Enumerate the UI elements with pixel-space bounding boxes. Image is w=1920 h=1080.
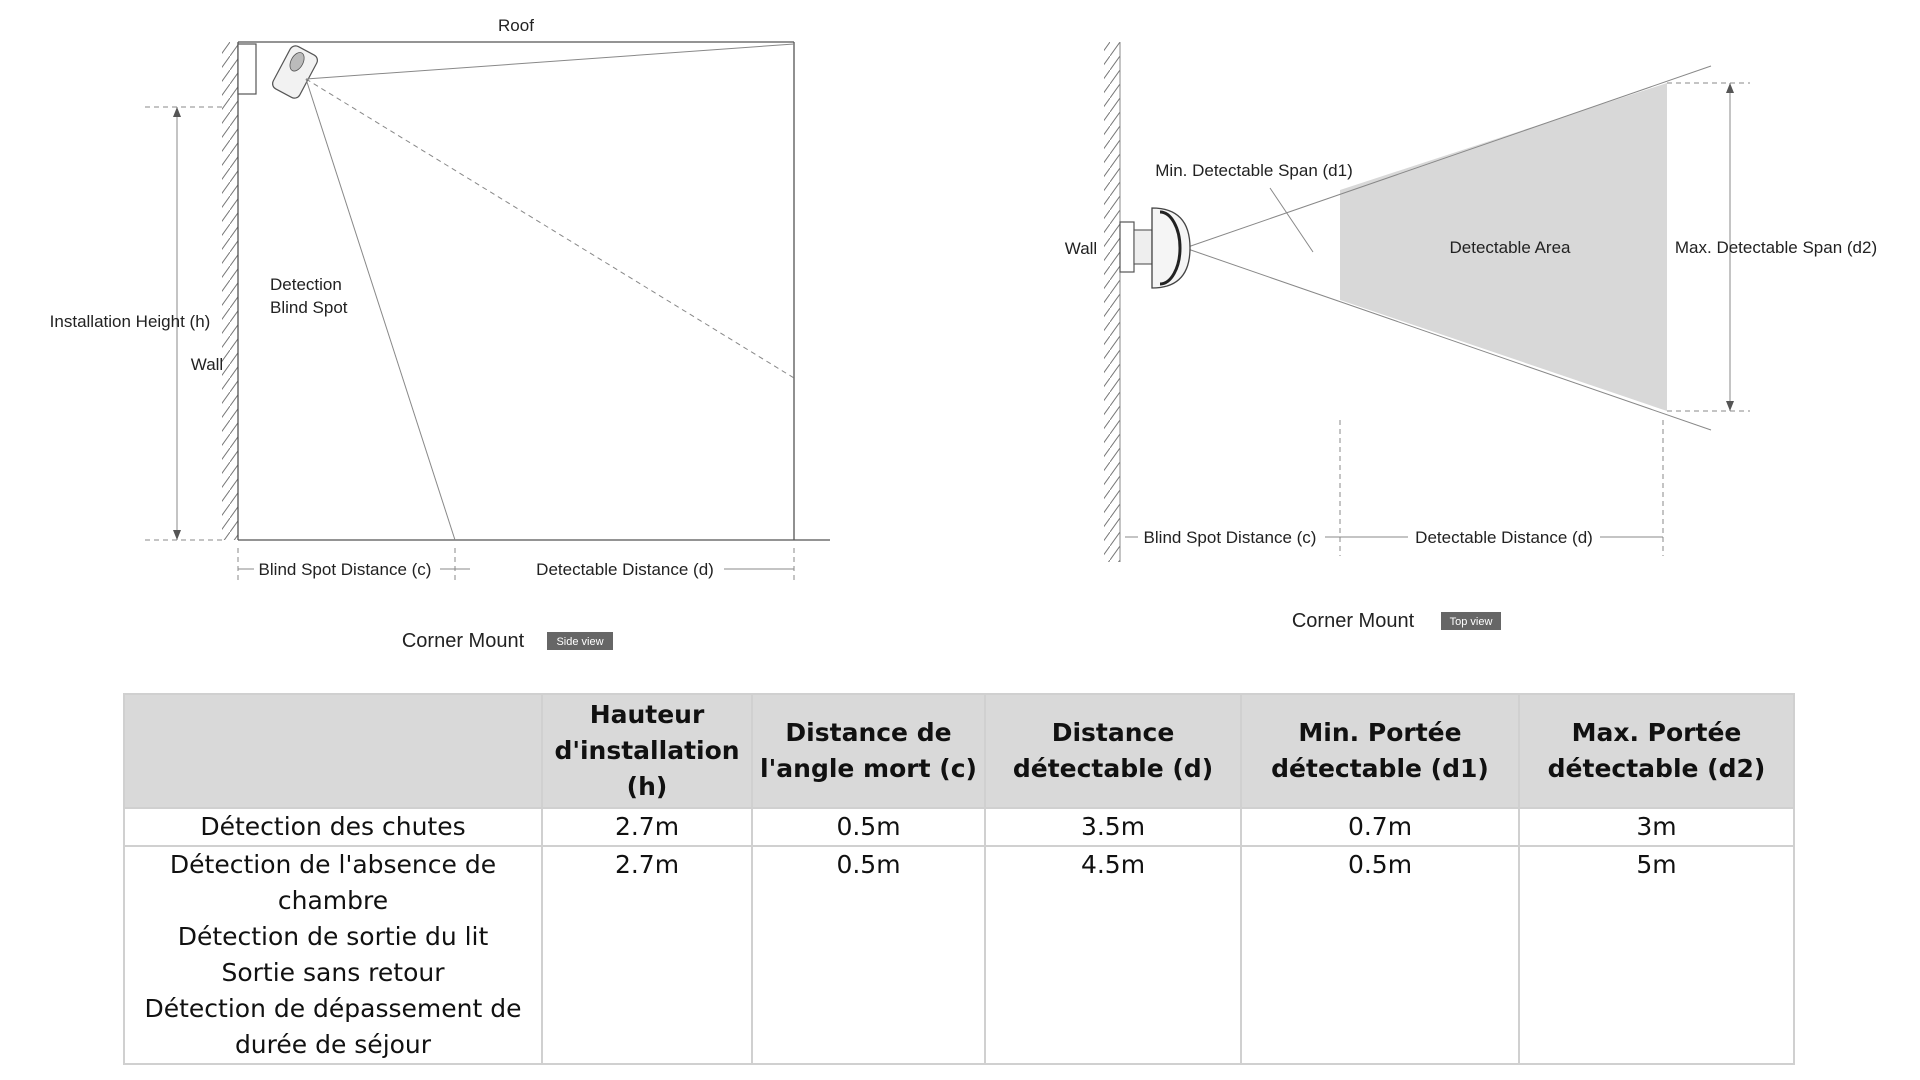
installation-height-label: Installation Height (h) [49, 312, 211, 331]
table-cell: 2.7m [542, 808, 752, 846]
top-view-diagram [1065, 42, 1877, 632]
top-view-badge [1441, 612, 1501, 630]
table-header: Max. Portée détectable (d2) [1519, 694, 1794, 808]
svg-text:Side view: Side view [556, 636, 604, 648]
table-header: Distance de l'angle mort (c) [752, 694, 985, 808]
table-cell: 5m [1519, 846, 1794, 1064]
table-cell: 0.5m [752, 808, 985, 846]
side-view-badge [547, 632, 613, 650]
top-view-caption: Corner Mount [1291, 610, 1415, 632]
sensor-icon [238, 44, 320, 100]
svg-text:Top view: Top view [1449, 616, 1493, 628]
table-cell-feature: Détection des chutes [124, 808, 542, 846]
top-wall-hatch [1104, 42, 1120, 562]
table-cell: 0.5m [752, 846, 985, 1064]
table-cell-feature: Détection de l'absence de chambre Détection de sortie du lit Sortie sans retour Détection de dépassement de durée de séjour [124, 846, 542, 1064]
top-wall-label: Wall [1064, 239, 1098, 258]
blind-spot-label-line1: Detection [270, 275, 342, 294]
spec-table [123, 693, 1795, 1065]
top-blind-spot-distance-label: Blind Spot Distance (c) [1143, 528, 1317, 547]
blind-spot-label-line2: Blind Spot [270, 298, 348, 317]
table-cell: 3m [1519, 808, 1794, 846]
table-cell: 4.5m [985, 846, 1241, 1064]
table-cell: 3.5m [985, 808, 1241, 846]
side-blind-spot-distance-label: Blind Spot Distance (c) [258, 560, 432, 579]
table-header-empty [124, 694, 542, 808]
table-header: Min. Portée détectable (d1) [1241, 694, 1519, 808]
side-detectable-distance-label: Detectable Distance (d) [536, 560, 714, 579]
table-cell: 0.7m [1241, 808, 1519, 846]
table-header: Distance détectable (d) [985, 694, 1241, 808]
table-row [124, 846, 1794, 1064]
table-cell: 0.5m [1241, 846, 1519, 1064]
table-header: Hauteur d'installation (h) [542, 694, 752, 808]
max-span-label: Max. Detectable Span (d2) [1674, 238, 1878, 257]
table-header-row [124, 694, 1794, 808]
table-row [124, 808, 1794, 846]
top-detectable-distance-label: Detectable Distance (d) [1415, 528, 1593, 547]
roof-label: Roof [498, 16, 534, 35]
detectable-area-label: Detectable Area [1449, 238, 1571, 257]
min-span-label: Min. Detectable Span (d1) [1155, 161, 1353, 180]
side-view-diagram [50, 16, 830, 652]
table-cell: 2.7m [542, 846, 752, 1064]
side-view-caption: Corner Mount [401, 630, 525, 652]
side-wall-hatch [222, 42, 238, 540]
top-sensor-icon [1120, 208, 1190, 288]
side-wall-label: Wall [190, 355, 224, 374]
